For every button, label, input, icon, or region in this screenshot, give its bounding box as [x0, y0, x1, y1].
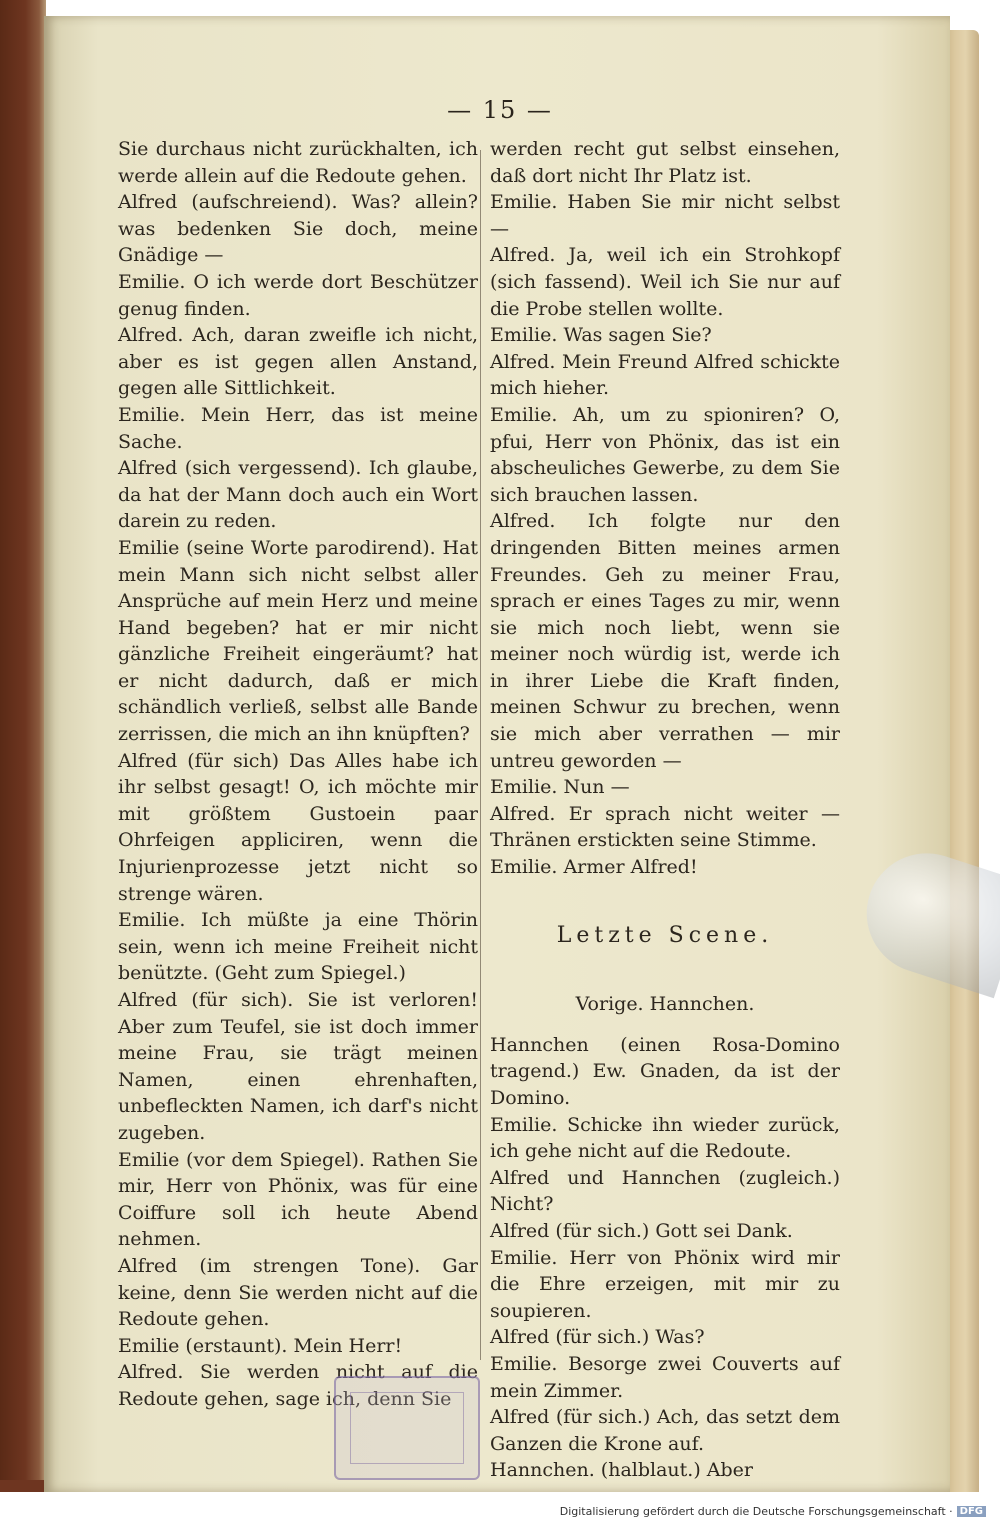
right-column: [490, 136, 840, 1484]
paragraph: Alfred. Ach, daran zweifle ich nicht, aber es ist gegen allen Anstand, gegen alle Sittlichkeit.: [118, 324, 478, 400]
digitization-credit: [560, 1505, 986, 1518]
paragraph: Sie durchaus nicht zurückhalten, ich werde allein auf die Redoute gehen.: [118, 138, 478, 187]
paragraph: Alfred (für sich.) Ach, das setzt dem Ganzen die Krone auf.: [490, 1406, 840, 1455]
paragraph: Emilie. Nun —: [490, 776, 630, 799]
page-number: — 15 —: [447, 96, 553, 124]
paragraph: Hannchen. (halblaut.) Aber: [490, 1459, 754, 1482]
scene-persons: Vorige. Hannchen.: [575, 993, 755, 1016]
paragraph: Alfred (für sich.) Was?: [490, 1326, 705, 1349]
paragraph: Alfred (für sich) Das Alles habe ich ihr selbst gesagt! O, ich möchte mir mit größtem Gustoein paar Ohrfeigen appliciren, wenn die Injurienprozesse jetzt nicht so strenge wären.: [118, 749, 478, 905]
paragraph: Alfred. Ja, weil ich ein Strohkopf (sich fassend). Weil ich Sie nur auf die Probe stellen wollte.: [490, 244, 840, 320]
paragraph: Alfred. Er sprach nicht weiter — Thränen erstickten seine Stimme.: [490, 802, 840, 852]
paragraph: Emilie. Armer Alfred!: [490, 856, 698, 879]
page-edge: [945, 30, 979, 1500]
paragraph: Emilie. Herr von Phönix wird mir die Ehre erzeigen, mit mir zu soupieren.: [490, 1246, 840, 1322]
book-spine-shadow: [0, 0, 46, 1500]
paragraph: Alfred (im strengen Tone). Gar keine, denn Sie werden nicht auf die Redoute gehen.: [118, 1254, 478, 1331]
column-divider: [480, 150, 481, 1360]
credit-text: Digitalisierung gefördert durch die Deutsche Forschungsgemeinschaft ·: [559, 1505, 953, 1518]
paragraph: werden recht gut selbst einsehen, daß dort nicht Ihr Platz ist.: [490, 138, 840, 187]
paragraph: Emilie. Was sagen Sie?: [490, 324, 712, 347]
paragraph: Alfred (aufschreiend). Was? allein? was bedenken Sie doch, meine Gnädige —: [118, 191, 478, 267]
paragraph: Emilie. Besorge zwei Couverts auf mein Zimmer.: [490, 1352, 840, 1402]
paragraph: Emilie. Schicke ihn wieder zurück, ich gehe nicht auf die Redoute.: [490, 1113, 840, 1163]
paragraph: Alfred (für sich). Sie ist verloren! Aber zum Teufel, sie ist doch immer meine Frau, sie trägt meinen Namen, einen ehrenhaften, unbefleckten Namen, ich darf's nicht zugeben.: [118, 989, 478, 1144]
paragraph: Alfred. Ich folgte nur den dringenden Bitten meines armen Freundes. Geh zu meiner Frau, sprach er eines Tages zu mir, wenn sie mich noch liebt, wenn sie meiner noch würdig ist, werde ich in ihrer Liebe die Kraft finden, meinen Schwur zu brechen, wenn sie mich aber verrathen — mir untreu geworden —: [490, 510, 840, 772]
paragraph: Emilie. Ah, um zu spioniren? O, pfui, Herr von Phönix, das ist ein abscheuliches Gewerbe, zu dem Sie sich brauchen lassen.: [490, 403, 840, 506]
left-column: [118, 136, 478, 1413]
paragraph: Alfred. Sie werden nicht auf die Redoute gehen, sage ich, denn Sie: [118, 1361, 478, 1410]
paragraph: Alfred (sich vergessend). Ich glaube, da hat der Mann doch auch ein Wort darein zu reden.: [118, 457, 478, 533]
paragraph: Emilie. O ich werde dort Beschützer genug finden.: [118, 270, 478, 320]
paragraph: Emilie. Mein Herr, das ist meine Sache.: [118, 403, 478, 453]
paragraph: Emilie (vor dem Spiegel). Rathen Sie mir, Herr von Phönix, was für eine Coiffure soll ich heute Abend nehmen.: [118, 1148, 478, 1251]
paragraph: Emilie. Ich müßte ja eine Thörin sein, wenn ich meine Freiheit nicht benützte. (Geht zum Spiegel.): [118, 909, 478, 985]
paragraph: Alfred. Mein Freund Alfred schickte mich hieher.: [490, 350, 840, 400]
paragraph: Hannchen (einen Rosa-Domino tragend.) Ew. Gnaden, da ist der Domino.: [490, 1033, 840, 1109]
paragraph: Alfred und Hannchen (zugleich.) Nicht?: [490, 1166, 840, 1216]
paragraph: Emilie (seine Worte parodirend). Hat mein Mann sich nicht selbst aller Ansprüche auf mein Herz und meine Hand begeben? hat er mir nicht gänzliche Freiheit eingeräumt? hat er nicht dadurch, daß er mich schändlich verließ, selbst alle Bande zerrissen, die mich an ihn knüpften?: [118, 536, 478, 746]
dfg-logo-icon: DFG: [957, 1506, 986, 1517]
paragraph: Alfred (für sich.) Gott sei Dank.: [490, 1219, 793, 1242]
library-stamp: [334, 1376, 480, 1480]
scene-title: Letzte Scene.: [556, 922, 774, 948]
paragraph: Emilie (erstaunt). Mein Herr!: [118, 1334, 403, 1357]
paragraph: Emilie. Haben Sie mir nicht selbst —: [490, 191, 840, 240]
